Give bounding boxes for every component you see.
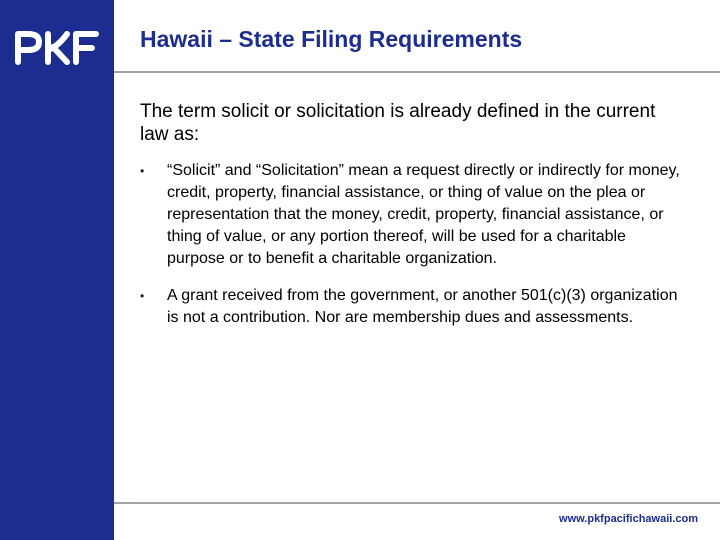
bullet-marker: • <box>140 164 145 178</box>
pkf-logo-mark <box>12 28 100 68</box>
bullet-text: “Solicit” and “Solicitation” mean a request directly or indirectly for money, credit, property, financial assistance, or thing of value on the plea or representation that the money, credit, property, financial assistance, or thing of value, or any portion thereof, will be used for a charitable purpose or to benefit a charitable organization. <box>167 162 680 267</box>
slide-title: Hawaii – State Filing Requirements <box>140 26 523 52</box>
intro-text: The term solicit or solicitation is already defined in the current law as: <box>140 101 656 145</box>
bullet-item <box>140 285 680 329</box>
footer-url[interactable]: www.pkfpacifichawaii.com <box>559 513 698 525</box>
header-divider <box>114 71 720 73</box>
bullet-text: A grant received from the government, or another 501(c)(3) organization is not a contribution. Nor are membership dues and assessments. <box>167 287 678 326</box>
bullet-item <box>140 160 680 270</box>
pkf-logo <box>12 28 100 68</box>
brand-sidebar <box>0 0 114 540</box>
footer-divider <box>114 502 720 504</box>
bullet-marker: • <box>140 289 145 303</box>
bullet-list <box>140 160 680 329</box>
